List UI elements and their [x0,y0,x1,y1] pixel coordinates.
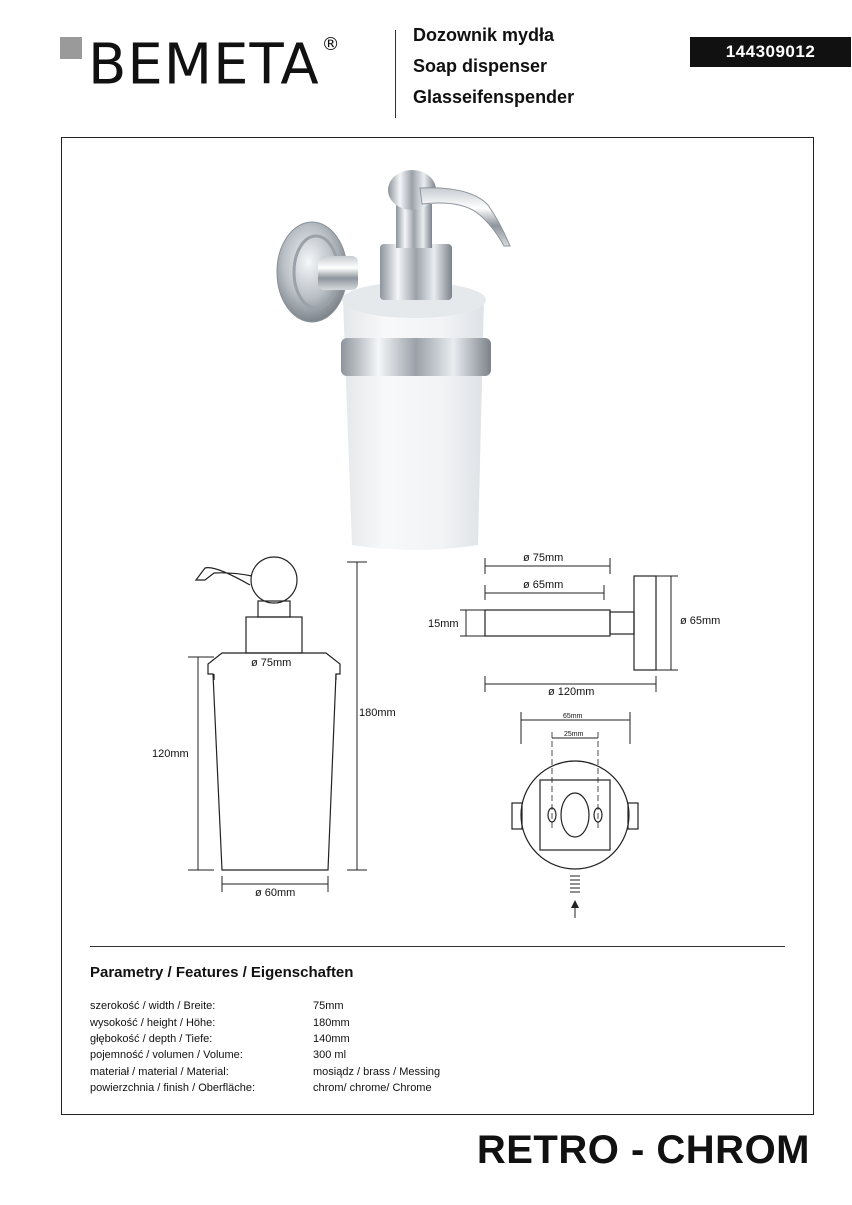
features-title: Parametry / Features / Eigenschaften [90,964,354,981]
spec-value-volume: 300 ml [313,1049,347,1061]
dim-total-height: 180mm [359,707,396,719]
mount-view-drawing [512,712,638,918]
side-view-labels [428,552,720,698]
series-title: RETRO - CHROM [476,1128,810,1172]
spec-value-finish: chrom/ chrome/ Chrome [313,1082,432,1094]
dim-plate-width: 65mm [563,713,583,720]
dim-outer-diameter: ø 75mm [523,552,564,564]
product-name-pl: Dozownik mydła [413,25,555,45]
dim-depth: ø 120mm [548,686,595,698]
dim-plate-diameter: ø 65mm [680,615,721,627]
front-view-drawing [188,557,367,892]
dim-neck-diameter: ø 75mm [251,657,292,669]
side-view-drawing [460,558,678,692]
spec-label-height: wysokość / height / Höhe: [90,1017,216,1029]
spec-label-material: materiał / material / Material: [90,1066,229,1078]
dim-glass-height: 120mm [152,748,189,760]
spec-value-width: 75mm [313,1000,344,1012]
dim-arm-height: 15mm [428,618,459,630]
product-name-en: Soap dispenser [413,56,548,76]
product-code: 144309012 [690,37,851,67]
spec-value-material: mosiądz / brass / Messing [313,1066,441,1078]
spec-label-depth: głębokość / depth / Tiefe: [90,1033,213,1045]
dim-inner-diameter: ø 65mm [523,579,564,591]
mount-view-labels [563,713,584,738]
spec-value-depth: 140mm [313,1033,350,1045]
product-illustration [277,170,510,550]
spec-label-volume: pojemność / volumen / Volume: [90,1049,243,1061]
registered-mark: ® [321,34,341,55]
dim-base-diameter: ø 60mm [255,887,296,899]
dim-hole-spacing: 25mm [564,731,584,738]
product-name-de: Glasseifenspender [413,87,575,107]
spec-label-finish: powierzchnia / finish / Oberfläche: [90,1082,256,1094]
front-view-labels [152,657,396,899]
features-divider [90,946,785,947]
brand-name: BEMETA [88,32,320,98]
spec-label-width: szerokość / width / Breite: [90,1000,216,1012]
spec-value-height: 180mm [313,1017,350,1029]
